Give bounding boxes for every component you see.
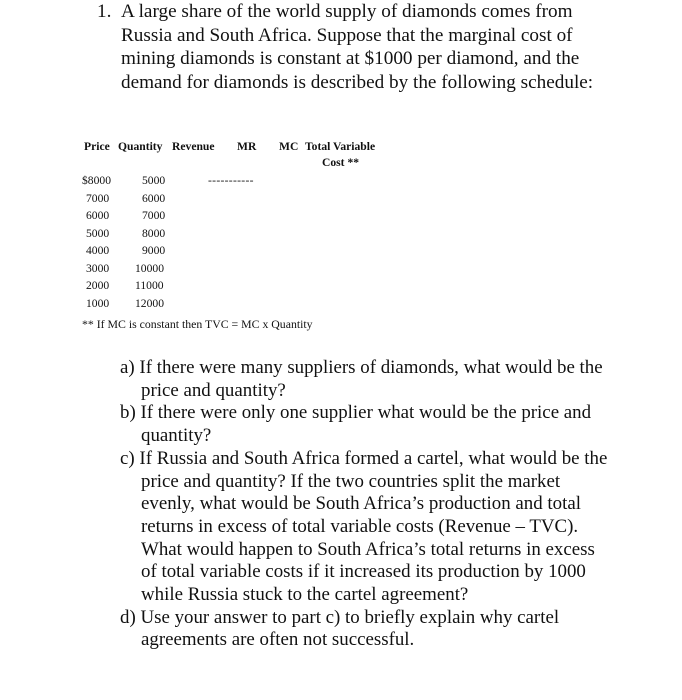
header-price: Price	[84, 140, 110, 153]
table-cell-quantity: 10000	[135, 262, 164, 275]
question-a	[120, 357, 615, 402]
table-cell-quantity: 12000	[135, 297, 164, 310]
demand-schedule-table	[0, 0, 682, 340]
table-cell-price: 7000	[86, 192, 110, 205]
question-label: c)	[120, 447, 135, 469]
header-tvc-line1: Total Variable	[305, 140, 376, 153]
question-label: b)	[120, 402, 136, 424]
table-cell-price: 3000	[86, 262, 110, 275]
table-cell-quantity: 11000	[135, 279, 164, 292]
question-text: If there were many suppliers of diamonds, what would be the price and quantity?	[139, 357, 603, 401]
problem-text: A large share of the world supply of diamonds comes from Russia and South Africa. Suppose that the marginal cost of mining diamonds is constant at $1000 per diamond, and the demand for diamonds is described by the following schedule:	[121, 1, 594, 93]
table-cell-price: 1000	[86, 297, 110, 310]
table-cell-price: 6000	[86, 209, 110, 222]
table-cell-quantity: 7000	[142, 209, 166, 222]
mr-placeholder: -----------	[208, 174, 254, 187]
table-cell-quantity: 9000	[142, 244, 166, 257]
question-c	[120, 448, 615, 607]
table-cell-price: 2000	[86, 279, 110, 292]
header-mc: MC	[279, 140, 299, 153]
footnote: ** If MC is constant then TVC = MC x Quantity	[82, 317, 313, 331]
question-text: If Russia and South Africa formed a cartel, what would be the price and quantity? If the two countries split the market evenly, what would be South Africa’s production and total returns in excess of total variable costs (Revenue – TVC). What would happen to South Africa’s total returns in excess of total variable costs if it increased its production by 1000 while Russia stuck to the cartel agreement?	[139, 447, 608, 606]
question-b	[120, 402, 615, 447]
problem-number: 1.	[97, 1, 112, 22]
header-tvc-line2: Cost **	[322, 156, 360, 169]
header-revenue: Revenue	[172, 140, 215, 153]
table-cell-quantity: 6000	[142, 192, 166, 205]
question-text: Use your answer to part c) to briefly explain why cartel agreements are often not successful.	[140, 606, 560, 651]
question-d	[120, 607, 615, 652]
table-cell-price: 5000	[86, 227, 110, 240]
question-label: d)	[120, 606, 136, 628]
question-list	[120, 357, 615, 652]
table-cell-quantity: 5000	[142, 174, 166, 187]
question-label: a)	[120, 357, 135, 378]
header-mr: MR	[237, 140, 257, 153]
table-cell-price: $8000	[82, 174, 111, 187]
question-text: If there were only one supplier what would be the price and quantity?	[140, 402, 592, 447]
header-quantity: Quantity	[118, 140, 163, 153]
table-cell-price: 4000	[86, 244, 110, 257]
table-cell-quantity: 8000	[142, 227, 166, 240]
